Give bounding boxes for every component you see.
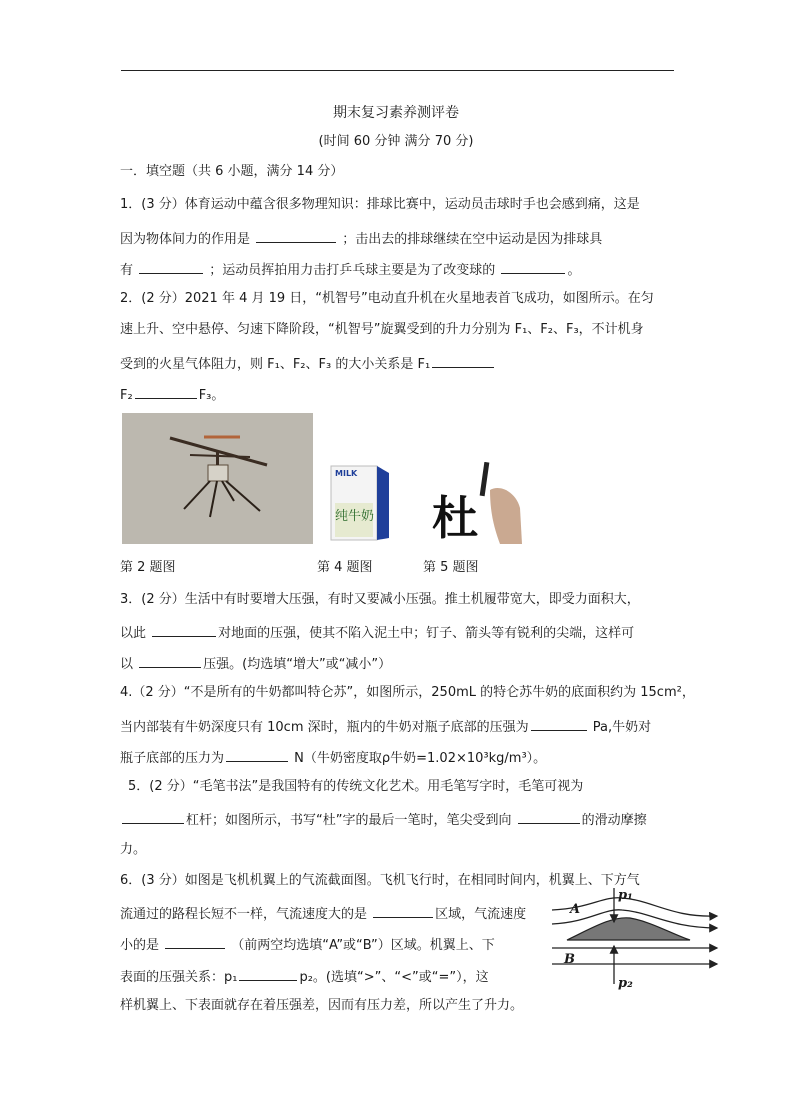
wing-label-p1: p₁ [618, 888, 633, 903]
q5-text: 的滑动摩擦 [581, 813, 647, 828]
q3-line3 [120, 653, 391, 674]
q1-blank-3[interactable] [501, 259, 565, 274]
q3-text: 以 [120, 657, 134, 672]
milk-carton-image [327, 463, 393, 543]
q2-blank-2[interactable] [135, 384, 197, 399]
q1-line3 [120, 259, 580, 280]
caption-q4: 第 4 题图 [317, 560, 373, 575]
q2-line3 [120, 353, 496, 374]
q6-text: p₂。(选填“>”、“<”或“=”），这 [299, 970, 489, 985]
q4-text: 瓶子底部的压力为 [120, 751, 225, 766]
q3-line1: 3．(2 分）生活中有时要增大压强，有时又要减小压强。推土机履带宽大，即受力面积大， [120, 592, 640, 607]
q4-text: N（牛奶密度取ρ牛奶=1.02×10³kg/m³）。 [294, 751, 547, 766]
q6-blank-3[interactable] [239, 966, 297, 981]
brush-calligraphy-image [430, 462, 522, 544]
q2-line1: 2．(2 分）2021 年 4 月 19 日，“机智号”电动直升机在火星地表首飞成功，如图所示。在匀 [120, 291, 654, 306]
q1-text: 。 [567, 263, 581, 278]
q1-text: 有 [120, 263, 134, 278]
brush-character: 杜 [432, 491, 478, 545]
wing-label-b: B [564, 952, 575, 967]
q6-blank-1[interactable] [373, 903, 433, 918]
q2-blank-1[interactable] [432, 353, 494, 368]
q6-line4 [120, 966, 489, 987]
q6-text: （前两空均选填“A”或“B”）区域。机翼上、下 [231, 938, 495, 953]
q6-text: 表面的压强关系：p₁ [120, 970, 238, 985]
q2-text: 受到的火星气体阻力，则 F₁、F₂、F₃ 的大小关系是 F₁ [120, 357, 431, 372]
q3-blank-2[interactable] [139, 653, 201, 668]
q1-text: ；击出去的排球继续在空中运动是因为排球具 [342, 232, 603, 247]
helicopter-photo [122, 413, 313, 544]
wing-label-a: A [570, 902, 581, 917]
q4-blank-2[interactable] [226, 747, 288, 762]
q6-text: 区域，气流速度 [435, 907, 527, 922]
q5-blank-1[interactable] [122, 809, 184, 824]
header-rule [121, 70, 674, 71]
q6-line1: 6．(3 分）如图是飞机机翼上的气流截面图。飞机飞行时，在相同时间内，机翼上、下方气 [120, 873, 640, 888]
q5-line1: 5．(2 分）“毛笔书法”是我国特有的传统文化艺术。用毛笔写字时，毛笔可视为 [128, 779, 584, 794]
q2-line4 [120, 384, 224, 405]
q6-text: 流通过的路程长短不一样，气流速度大的是 [120, 907, 368, 922]
wing-airflow-diagram [512, 888, 725, 1000]
q1-line1: 1．(3 分）体育运动中蕴含很多物理知识：排球比赛中，运动员击球时手也会感到痛，这是 [120, 197, 640, 212]
q3-text: 压强。(均选填“增大”或“减小”） [203, 657, 392, 672]
q3-blank-1[interactable] [152, 622, 216, 637]
q5-line3: 力。 [120, 842, 147, 857]
q4-line2 [120, 716, 651, 737]
q2-text: F₃。 [198, 388, 225, 403]
q6-line2 [120, 903, 526, 924]
milk-brand-text: MILK [335, 469, 358, 478]
wing-label-p2: p₂ [618, 976, 633, 991]
q6-text: 小的是 [120, 938, 160, 953]
q1-text: ；运动员挥拍用力击打乒乓球主要是为了改变球的 [209, 263, 496, 278]
q4-text: 当内部装有牛奶深度只有 10cm 深时，瓶内的牛奶对瓶子底部的压强为 [120, 720, 529, 735]
q6-blank-2[interactable] [165, 934, 225, 949]
section-heading: 一．填空题（共 6 小题，满分 14 分） [120, 164, 344, 179]
q5-line2 [120, 809, 647, 830]
q3-text: 以此 [120, 626, 147, 641]
q4-blank-1[interactable] [531, 716, 587, 731]
q3-line2 [120, 622, 634, 643]
caption-q5: 第 5 题图 [423, 560, 479, 575]
page-subtitle: (时间 60 分钟 满分 70 分) [318, 134, 474, 149]
q6-line5: 样机翼上、下表面就存在着压强差，因而有压力差，所以产生了升力。 [120, 998, 524, 1013]
q6-line3 [120, 934, 495, 955]
q1-line2 [120, 228, 602, 249]
q1-blank-1[interactable] [256, 228, 336, 243]
q1-blank-2[interactable] [139, 259, 203, 274]
q5-text: 杠杆；如图所示，书写“杜”字的最后一笔时，笔尖受到向 [186, 813, 512, 828]
q2-line2: 速上升、空中悬停、匀速下降阶段，“机智号”旋翼受到的升力分别为 F₁、F₂、F₃，不计机身 [120, 322, 644, 337]
q3-text: 对地面的压强，使其不陷入泥土中；钉子、箭头等有锐利的尖端，这样可 [218, 626, 635, 641]
caption-q2: 第 2 题图 [120, 560, 176, 575]
q5-blank-2[interactable] [518, 809, 580, 824]
q2-text: F₂ [120, 388, 133, 403]
page-title: 期末复习素养测评卷 [333, 105, 459, 121]
q4-line3 [120, 747, 546, 768]
q4-line1: 4.（2 分）“不是所有的牛奶都叫特仑苏”，如图所示，250mL 的特仑苏牛奶的底面积约为 15cm²， [120, 685, 695, 700]
q4-text: Pa,牛奶对 [592, 720, 652, 735]
milk-label-text: 纯牛奶 [335, 509, 375, 524]
q1-text: 因为物体间力的作用是 [120, 232, 251, 247]
